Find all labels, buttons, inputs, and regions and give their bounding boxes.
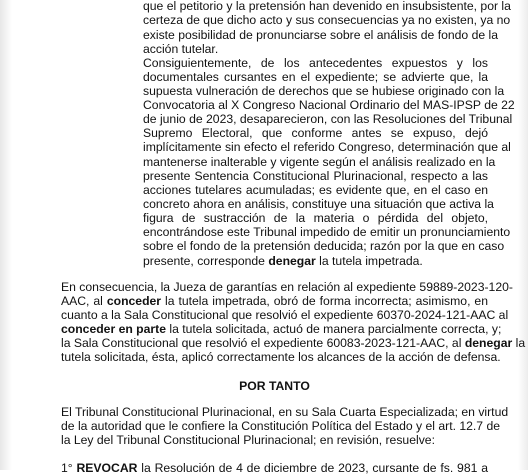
text-run: AAC, al <box>61 294 107 308</box>
text-run: implícitamente sin efecto el referido Congreso, determinación que al <box>143 140 511 154</box>
text-line <box>61 294 488 308</box>
page-edge-shadow-right <box>518 0 528 470</box>
text-run: certeza de que dicho acto y sus consecuencias ya no existen, ya no <box>143 13 511 27</box>
text-run: documentales cursantes en el expediente; se advierte que, la <box>143 70 488 84</box>
text-line <box>61 405 509 419</box>
text-line <box>143 155 496 169</box>
cut-off-line <box>61 461 488 475</box>
page-edge-shadow-left <box>0 0 12 470</box>
text-run: de junio de 2023, desaparecieron, con las Resoluciones del Tribunal <box>143 112 513 126</box>
section-heading: POR TANTO <box>239 379 310 393</box>
text-run: tutela solicitada, ésta, aplicó correctamente los alcances de la acción de defensa. <box>61 350 501 364</box>
text-run: Convocatoria al X Congreso Nacional Ordinario del MAS-IPSP de 22 <box>143 98 515 112</box>
text-line <box>143 56 488 70</box>
text-line <box>143 70 488 84</box>
text-run: que el petitorio y la pretensión han devenido en insubsistente, por la <box>143 0 511 13</box>
text-run: concreto ahora en análisis, constituye una situación que activa la <box>143 197 494 211</box>
text-run: acción tutelar. <box>143 42 219 56</box>
text-run: presente Sentencia Constitucional Plurinacional, respecto a las <box>143 169 488 183</box>
text-run: cuanto a la Sala Constitucional que resolvió el expediente 60370-2024-121-AAC al <box>61 308 509 322</box>
text-run: presente, corresponde <box>143 254 269 268</box>
text-run: acciones tutelares acumuladas; es evidente que, en el caso en <box>143 183 488 197</box>
text-run: la Ley del Tribunal Constitucional Plurinacional; en revisión, resuelve: <box>61 433 435 447</box>
text-line <box>143 169 488 183</box>
text-run: supuesta vulneración de derechos que se hubiese originado con la <box>143 84 505 98</box>
text-line <box>143 28 499 42</box>
text-run: En consecuencia, la Jueza de garantías en relación al expediente 59889-2023-120- <box>61 280 513 294</box>
text-line <box>143 254 423 268</box>
text-run: de la autoridad que le confiere la Constitución Política del Estado y el art. 12.7 de <box>61 419 501 433</box>
text-line <box>61 280 513 294</box>
text-run: El Tribunal Constitucional Plurinacional, en su Sala Cuarta Especializada; en virtud <box>61 405 509 419</box>
text-run: Consiguientemente, de los antecedentes expuestos y los <box>143 56 488 70</box>
text-line <box>143 112 513 126</box>
bold-keyword: conceder <box>106 294 162 308</box>
text-run: figura de sustracción de la materia o pérdida del objeto, <box>143 211 488 225</box>
text-line <box>143 84 505 98</box>
text-line <box>61 433 435 447</box>
text-line <box>143 126 488 140</box>
text-line <box>61 336 526 350</box>
text-run: existe posibilidad de pronunciarse sobre el análisis de fondo de la <box>143 28 499 42</box>
bold-keyword: denegar <box>268 254 316 268</box>
text-line <box>143 225 511 239</box>
text-line <box>143 42 218 56</box>
bold-keyword: denegar <box>464 336 513 350</box>
bold-keyword: REVOCAR <box>76 461 138 475</box>
text-line <box>143 140 511 154</box>
text-line <box>143 0 511 13</box>
text-line <box>143 211 488 225</box>
text-line <box>61 350 501 364</box>
text-run: la tutela impetrada, obró de forma incorrecta; asimismo, en <box>161 294 488 308</box>
text-line <box>143 197 494 211</box>
text-run: encontrándose este Tribunal impedido de emitir un pronunciamiento <box>143 225 511 239</box>
bold-keyword: conceder en parte <box>61 322 166 336</box>
text-line <box>61 322 502 336</box>
text-line <box>143 239 505 253</box>
text-run: mantenerse inalterable y vigente según el análisis realizado en la <box>143 155 496 169</box>
text-run: la <box>512 336 526 350</box>
text-run: la Resolución de 4 de diciembre de 2023, cursante de fs. 981 a <box>137 461 488 475</box>
text-run: sobre el fondo de la pretensión deducida; razón por la que en caso <box>143 239 505 253</box>
text-line <box>61 308 509 322</box>
text-run: la Sala Constitucional que resolvió el expediente 60083-2023-121-AAC, al <box>61 336 465 350</box>
text-run: 1° <box>61 461 77 475</box>
text-run: la tutela solicitada, actuó de manera parcialmente correcta, y; <box>166 322 502 336</box>
text-line <box>143 183 488 197</box>
text-run: Supremo Electoral, que conforme antes se expuso, dejó <box>143 126 488 140</box>
text-line <box>143 98 515 112</box>
text-line <box>61 419 501 433</box>
text-run: la tutela impetrada. <box>315 254 423 268</box>
text-line <box>143 13 511 27</box>
